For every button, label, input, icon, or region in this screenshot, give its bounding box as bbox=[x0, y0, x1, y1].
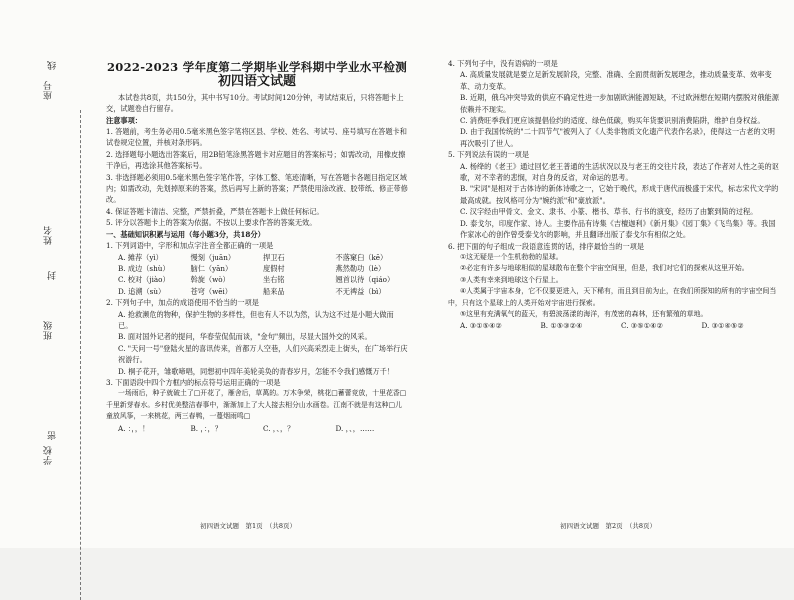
q1-a-3: 捍卫石 bbox=[263, 252, 285, 262]
q6-option-c: C. ③⑤①④② bbox=[621, 321, 664, 331]
q3-option-b: B. ，：，？ bbox=[190, 423, 222, 433]
q1-c-4: 翘首以待（qiáo） bbox=[335, 275, 395, 285]
q1-b-3: 度假村 bbox=[263, 263, 285, 273]
q6-sentence: ②必定有许多与地球相似的星球散布在整个宇宙空间里，但是，我们对它们的探索从这里开始。 bbox=[460, 264, 749, 273]
q6-option-a: A. ③①⑤④② bbox=[460, 321, 502, 331]
q6-option-row bbox=[460, 320, 782, 331]
q4-option: D. 由于我国传统的"二十四节气"被列入了《人类非物质文化遗产代表作名录》，使得这一古老的文明再次吸引了世人。 bbox=[460, 127, 775, 148]
secret-label: 密 bbox=[48, 430, 58, 440]
q1-a-4: 不落窠臼（kē） bbox=[335, 252, 388, 262]
line-label: 线 bbox=[48, 60, 58, 70]
q5-option: A. 杨绛的《老王》通过回忆老王普通的生活状况以及与老王的交往片段，表达了作者对人性之美的讴歌，对不幸者的悲悯，对自身的反省，对命运的思考。 bbox=[460, 161, 779, 183]
right-column bbox=[448, 58, 782, 332]
left-column bbox=[106, 58, 408, 434]
q1-option-row bbox=[118, 274, 408, 285]
q6-sentence: ⑤这里有充满氧气的蓝天，有碧波荡漾的海洋，有茂密的森林，还有繁殖的草地。 bbox=[460, 309, 708, 318]
q1-b-4: 燕然勒功（lè） bbox=[335, 263, 386, 273]
q1-d-3: 船来品 bbox=[263, 286, 285, 296]
seal-label: 封 bbox=[48, 270, 58, 280]
q1-d-1: D. 追溯（sù） bbox=[118, 286, 166, 296]
q1-b-2: 脑仁（yān） bbox=[190, 263, 233, 273]
q4-option: C. 消费旺季我们更应该提倡俭约的适度、绿色低碳，购买年货要识别消费陷阱，维护自身权益。 bbox=[460, 116, 765, 126]
question-2-stem: 2. 下列句子中，加点的成语使用不恰当的一项是 bbox=[106, 298, 259, 308]
note-item: 3. 非选择题必须用0.5毫米黑色签字笔作答，字体工整、笔迹清晰，写在答题卡各题目指定区域内；如需改动，先划掉原来的答案，然后再写上新的答案；严禁使用涂改液、胶带纸、修正带修改。 bbox=[106, 172, 408, 205]
q3-passage: 一场雨后，种子就破土了□开花了，雁舍后，草萬的。万木争荣，桃花□蓄蕾竞放，十里花香□千里新芽春水。乡村优美整洁春事中，渐渐加上了大人接去相分山水画卷。江南不就是有这种□儿童放风筝，一来桃花，两三春鸭，一蔓烟雨鸣□ bbox=[106, 389, 407, 421]
q1-a-2: 慢刻（juān） bbox=[190, 252, 236, 262]
q3-option-d: D. ，、，…… bbox=[335, 423, 375, 433]
q1-a-1: A. 摊荐（yì） bbox=[118, 252, 163, 262]
class-label: 班级 bbox=[44, 320, 54, 340]
q1-b-1: B. 成边（shù） bbox=[118, 263, 170, 273]
q1-c-3: 坐右铭 bbox=[263, 275, 285, 285]
q1-c-2: 斡旋（wò） bbox=[190, 275, 230, 285]
question-1-stem: 1. 下列词语中，字形和加点字注音全都正确的一项是 bbox=[106, 241, 274, 251]
q4-option: A. 高质量发展就是要立足新发展阶段，完整、准确、全面贯彻新发展理念，推动质量变革、效率变革、动力变革。 bbox=[460, 70, 772, 91]
q1-c-1: C. 校对（jiào） bbox=[118, 275, 170, 285]
question-3-stem: 3. 下面语段中四个方框内的标点符号运用正确的一项是 bbox=[106, 377, 281, 387]
q3-option-c: C. ，、，？ bbox=[263, 423, 295, 433]
note-item: 4. 保证答题卡清洁、完整，严禁折叠，严禁在答题卡上做任何标记。 bbox=[106, 206, 324, 216]
name-label: 姓名 bbox=[44, 225, 54, 245]
note-item: 5. 评分以答题卡上的答案为依据。不按以上要求作答的答案无效。 bbox=[106, 218, 317, 228]
q4-option: B. 近期，俄乌冲突导致的供应不确定性进一步加剧欧洲能源短缺，不过欧洲想在短期内摆脱对俄能源依赖并不现实。 bbox=[460, 93, 779, 114]
q1-option-row bbox=[118, 252, 408, 263]
q1-d-4: 不无裨益（bì） bbox=[335, 286, 386, 296]
seat-label: 座号 bbox=[44, 80, 54, 100]
question-6-stem: 6. 把下面的句子组成一段语意连贯的话，排序最恰当的一项是 bbox=[448, 241, 645, 251]
note-item: 2. 选择题每小题选出答案后，用2B铅笔涂黑答题卡对应题目的答案标号；如需改动，用橡皮擦干净后，再选涂其他答案标号。 bbox=[106, 149, 406, 171]
q2-option: C. "天问一号"登陆火星的喜讯传来，首都万人空巷，人们兴高采烈走上街头，在广场举行庆祝游行。 bbox=[118, 343, 408, 365]
q6-sentence: ①这无疑是一个生机勃勃的星球。 bbox=[460, 252, 563, 261]
q6-sentence: ④人类属于宇宙本身，它不仅要更进入，天下稀有，而且到目前为止，在我们所探知的所有的宇宙空间当中，只有这个星球上的人类开始对宇宙进行探索。 bbox=[448, 287, 777, 307]
question-4-stem: 4. 下列句子中，没有语病的一项是 bbox=[448, 59, 558, 68]
q6-option-b: B. ①⑤③②④ bbox=[540, 321, 583, 331]
intro-text: 本试卷共8页，共150分，其中书写10分。考试时间120分钟，考试结束后，只将答题卡上交，试题卷自行留存。 bbox=[106, 92, 404, 114]
section-heading: 一、基础知识积累与运用（每小题3分，共18分） bbox=[106, 229, 265, 239]
q1-d-2: 苍穹（wēi） bbox=[190, 286, 232, 296]
notes-heading: 注意事项： bbox=[106, 115, 142, 125]
q6-sentence: ③人类有幸来到地球这个行星上。 bbox=[460, 275, 563, 284]
exam-subtitle: 初四语文试题 bbox=[217, 74, 296, 90]
school-label: 学校 bbox=[44, 445, 54, 465]
q5-option: D. 泰戈尔，印度作家、诗人。主要作品有诗集《吉檀迦利》《新月集》《园丁集》《飞鸟集》等。我国作家冰心的创作曾受泰戈尔的影响，并且翻译出版了泰戈尔有相似之处。 bbox=[460, 218, 776, 240]
q2-option: A. 抢救濒危的物种，保护生物的多样性，但也有人不以为然，认为这不过是小题大做而已。 bbox=[118, 309, 394, 330]
q2-option: B. 面对国外记者的提问，华春莹侃侃而谈，"金句"频出，尽显大国外交的风采。 bbox=[118, 332, 372, 342]
note-item: 1. 答题前，考生务必用0.5毫米黑色签字笔将区县、学校、姓名、考试号、座号填写在答题卡和试卷规定位置，并核对条形码。 bbox=[106, 127, 407, 148]
q1-option-row bbox=[118, 286, 408, 297]
binding-margin bbox=[28, 60, 88, 530]
q3-option-row bbox=[118, 423, 408, 434]
q3-option-a: A. ：，，！ bbox=[118, 423, 150, 433]
q5-option: C. 汉字经由甲骨文、金文、隶书、小篆、楷书、草书、行书的演变，经历了由繁到简的过程。 bbox=[460, 207, 758, 217]
q1-option-row bbox=[118, 263, 408, 274]
footer-page-1: 初四语文试题 第1页 （共8页） bbox=[200, 522, 297, 530]
binding-dashed-line bbox=[80, 110, 81, 600]
q5-option: B. "宋词"是相对于古体诗的新体诗歌之一，它始于晚代，形成于唐代而极盛于宋代，标志宋代文学的最高成就。按风格可分为"婉约派"和"豪放派"。 bbox=[460, 184, 779, 205]
q6-option-d: D. ③①④⑤② bbox=[701, 321, 744, 331]
footer-page-2: 初四语文试题 第2页 （共8页） bbox=[560, 522, 657, 530]
q2-option: D. 桐子花开，雏歌啼唱，同想初中四年美轮美奂的青春岁月，怎能不令我们感慨万千！ bbox=[118, 366, 395, 376]
exam-title: 2022-2023 学年度第二学期毕业学科期中学业水平检测 bbox=[107, 60, 407, 74]
question-5-stem: 5. 下列说法有误的一项是 bbox=[448, 150, 530, 160]
